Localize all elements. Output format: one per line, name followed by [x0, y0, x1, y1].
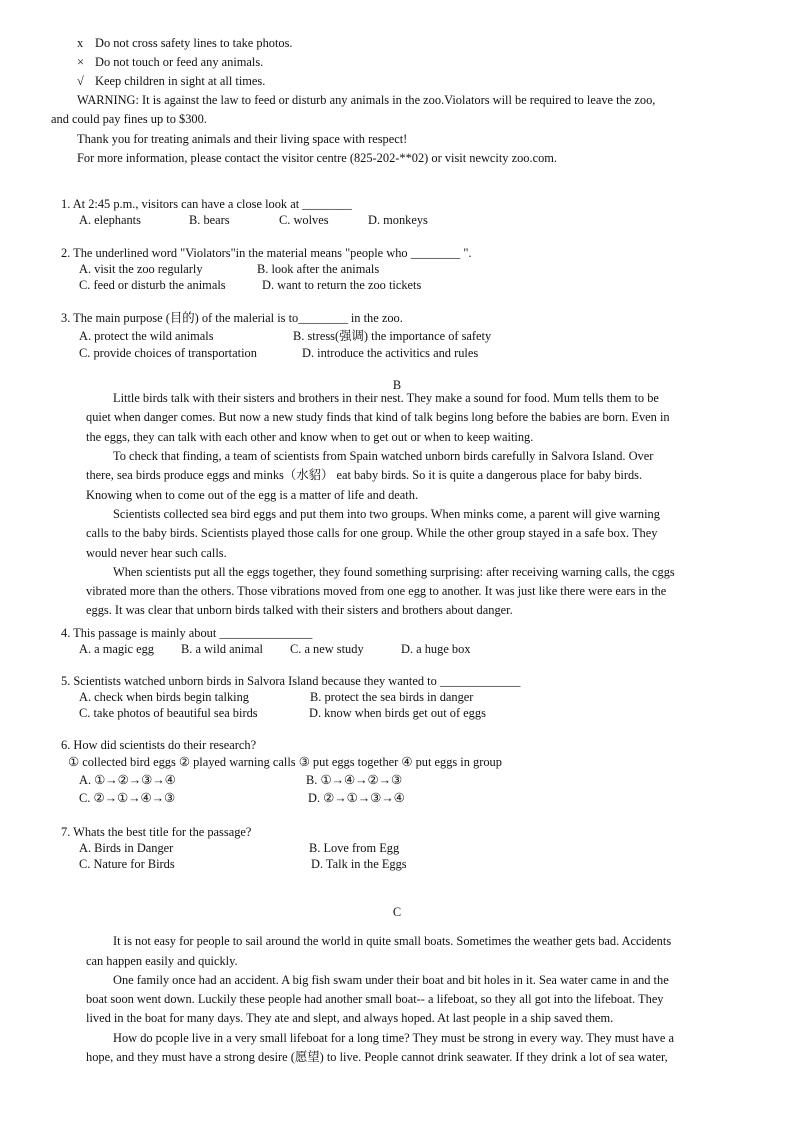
option-c: C. feed or disturb the animals [79, 278, 226, 292]
option-a: A. protect the wild animals [79, 329, 214, 343]
option-c: C. ②→①→④→③ [79, 791, 176, 805]
rule-mark: √ [77, 74, 84, 88]
section-heading: C [392, 905, 402, 919]
passage-line: the eggs, they can talk with each other and know when to get out or when to keep waiting. [86, 430, 534, 444]
rule-text: Keep children in sight at all times. [95, 74, 266, 88]
passage-line: lived in the boat for many days. They ate and slept, and always hoped. At last people in a ship saved them. [86, 1011, 614, 1025]
option-c: C. a new study [290, 642, 364, 656]
option-d: D. a huge box [401, 642, 471, 656]
option-d: D. monkeys [368, 213, 428, 227]
passage-line: hope, and they must have a strong desire (愿望) to live. People cannot drink seawater. If they drink a lot of sea water, [86, 1050, 668, 1064]
question-stem: 7. Whats the best title for the passage? [61, 825, 252, 839]
option-a: A. check when birds begin talking [79, 690, 249, 704]
passage-line: Little birds talk with their sisters and brothers in their nest. They make a sound for food. Mum tells them to be [113, 391, 659, 405]
warning-line: WARNING: It is against the law to feed or disturb any animals in the zoo.Violators will be required to leave the zoo, [77, 93, 656, 107]
rule-mark: x [77, 36, 84, 50]
option-d: D. introduce the activitics and rules [302, 346, 479, 360]
option-d: D. ②→①→③→④ [308, 791, 405, 805]
passage-line: can happen easily and quickly. [86, 954, 238, 968]
passage-line: there, sea birds produce eggs and minks（水貂） eat baby birds. So it is quite a dangerous place for baby birds. [86, 468, 643, 482]
option-b: B. Love from Egg [309, 841, 400, 855]
passage-line: One family once had an accident. A big fish swam under their boat and bit holes in it. Sea water came in and the [113, 973, 669, 987]
warning-line: and could pay fines up to $300. [51, 112, 207, 126]
passage-line: eggs. It was clear that unborn birds talked with their sisters and brothers about danger. [86, 603, 513, 617]
question-stem: 5. Scientists watched unborn birds in Salvora Island because they wanted to _____________ [61, 674, 521, 688]
question-stem: 3. The main purpose (目的) of the malerial is to________ in the zoo. [61, 311, 403, 325]
option-b: B. a wild animal [181, 642, 263, 656]
option-a: A. elephants [79, 213, 141, 227]
question-stem: 1. At 2:45 p.m., visitors can have a close look at ________ [61, 197, 352, 211]
rule-text: Do not touch or feed any animals. [95, 55, 264, 69]
passage-line: would never hear such calls. [86, 546, 227, 560]
option-a: A. Birds in Danger [79, 841, 174, 855]
option-b: B. stress(强调) the importance of safety [293, 329, 492, 343]
passage-line: Knowing when to come out of the egg is a matter of life and death. [86, 488, 419, 502]
passage-line: How do pcople live in a very small lifeboat for a long time? They must be strong in every way. They must have a [113, 1031, 674, 1045]
section-heading: B [392, 378, 402, 392]
question-stem: 4. This passage is mainly about _______________ [61, 626, 313, 640]
rule-mark: × [77, 55, 84, 69]
option-d: D. want to return the zoo tickets [262, 278, 422, 292]
option-c: C. wolves [279, 213, 329, 227]
passage-line: calls to the baby birds. Scientists played those calls for one group. While the other group stayed in a safe box. They [86, 526, 658, 540]
option-a: A. ①→②→③→④ [79, 773, 176, 787]
option-d: D. Talk in the Eggs [311, 857, 407, 871]
option-b: B. protect the sea birds in danger [310, 690, 474, 704]
contact-line: For more information, please contact the visitor centre (825-202-**02) or visit newcity zoo.com. [77, 151, 558, 165]
passage-line: When scientists put all the eggs together, they found something surprising: after receiving warning calls, the cggs [113, 565, 675, 579]
option-a: A. visit the zoo regularly [79, 262, 203, 276]
passage-line: quiet when danger comes. But now a new study finds that kind of talk begins long before the babies are born. Even in [86, 410, 670, 424]
passage-line: vibrated more than the others. Those vibrations moved from one egg to another. It was just like there were ears in the [86, 584, 667, 598]
passage-line: To check that finding, a team of scientists from Spain watched unborn birds carefully in Salvora Island. Over [113, 449, 654, 463]
passage-line: It is not easy for people to sail around the world in quite small boats. Sometimes the weather gets bad. Accidents [113, 934, 672, 948]
passage-line: Scientists collected sea bird eggs and put them into two groups. When minks come, a parent will give warning [113, 507, 660, 521]
option-d: D. know when birds get out of eggs [309, 706, 486, 720]
option-c: C. take photos of beautiful sea birds [79, 706, 258, 720]
option-b: B. ①→④→②→③ [306, 773, 403, 787]
thanks-line: Thank you for treating animals and their living space with respect! [77, 132, 408, 146]
option-c: C. Nature for Birds [79, 857, 175, 871]
passage-line: boat soon went down. Luckily these people had another small boat-- a lifeboat, so they all got into the lifeboat. They [86, 992, 664, 1006]
rule-text: Do not cross safety lines to take photos. [95, 36, 293, 50]
step-list: ① collected bird eggs ② played warning calls ③ put eggs together ④ put eggs in group [68, 755, 502, 769]
question-stem: 6. How did scientists do their research? [61, 738, 257, 752]
option-b: B. look after the animals [257, 262, 380, 276]
option-a: A. a magic egg [79, 642, 155, 656]
option-c: C. provide choices of transportation [79, 346, 257, 360]
option-b: B. bears [189, 213, 230, 227]
question-stem: 2. The underlined word "Violators"in the material means "people who ________ ". [61, 246, 472, 260]
